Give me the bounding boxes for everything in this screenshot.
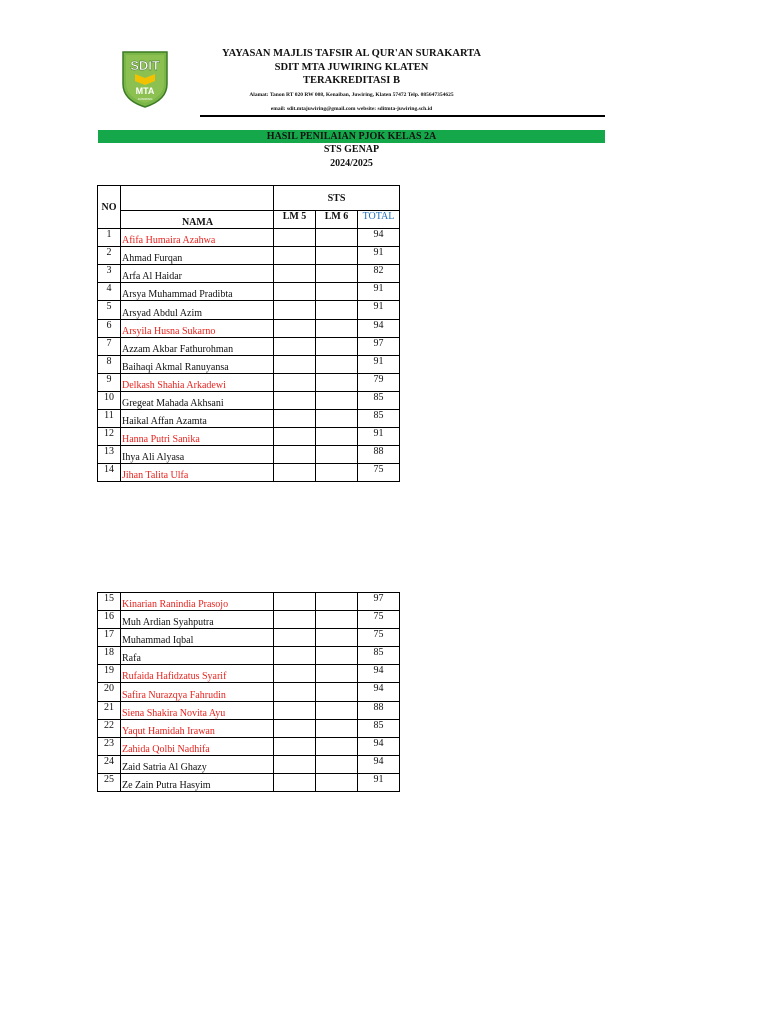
- col-lm6-header: LM 6: [316, 211, 358, 229]
- student-name: Siena Shakira Novita Ayu: [121, 701, 274, 719]
- total-score: 94: [358, 229, 400, 247]
- foundation-name: YAYASAN MAJLIS TAFSIR AL QUR'AN SURAKARTA: [222, 48, 481, 59]
- school-name: SDIT MTA JUWIRING KLATEN: [274, 62, 429, 73]
- student-number: 17: [98, 629, 121, 647]
- col-lm5-header: LM 5: [274, 211, 316, 229]
- logo-top-text: SDIT: [130, 58, 160, 73]
- col-name-header: NAMA: [121, 211, 274, 229]
- lm6-score: [316, 665, 358, 683]
- lm5-score: [274, 701, 316, 719]
- table-row: [98, 665, 400, 683]
- lm5-score: [274, 665, 316, 683]
- table-header-row-1: [98, 186, 400, 211]
- student-name: Rafa: [121, 647, 274, 665]
- student-name: Zaid Satria Al Ghazy: [121, 755, 274, 773]
- student-number: 21: [98, 701, 121, 719]
- lm5-score: [274, 647, 316, 665]
- student-number: 20: [98, 683, 121, 701]
- student-name: Ahmad Furqan: [121, 247, 274, 265]
- student-number: 15: [98, 593, 121, 611]
- table-row: [98, 611, 400, 629]
- student-number: 11: [98, 410, 121, 428]
- lm5-score: [274, 464, 316, 482]
- total-score: 85: [358, 647, 400, 665]
- total-score: 91: [358, 773, 400, 791]
- total-score: 75: [358, 629, 400, 647]
- table-row: [98, 247, 400, 265]
- lm5-score: [274, 283, 316, 301]
- total-score: 85: [358, 410, 400, 428]
- student-name: Yaqut Hamidah Irawan: [121, 719, 274, 737]
- student-number: 14: [98, 464, 121, 482]
- lm5-score: [274, 229, 316, 247]
- table-row: [98, 410, 400, 428]
- student-number: 13: [98, 446, 121, 464]
- lm6-score: [316, 683, 358, 701]
- table-row: [98, 446, 400, 464]
- lm5-score: [274, 611, 316, 629]
- student-name: Safira Nurazqya Fahrudin: [121, 683, 274, 701]
- lm6-score: [316, 410, 358, 428]
- student-number: 12: [98, 428, 121, 446]
- student-name: Rufaida Hafidzatus Syarif: [121, 665, 274, 683]
- lm6-score: [316, 337, 358, 355]
- total-score: 94: [358, 737, 400, 755]
- table-header-row-2: [98, 211, 400, 229]
- table-row: [98, 283, 400, 301]
- table-row: [98, 773, 400, 791]
- lm6-score: [316, 301, 358, 319]
- lm5-score: [274, 755, 316, 773]
- logo-bottom-text: MTA: [135, 86, 155, 96]
- lm6-score: [316, 428, 358, 446]
- student-number: 10: [98, 391, 121, 409]
- lm6-score: [316, 229, 358, 247]
- lm5-score: [274, 355, 316, 373]
- lm6-score: [316, 629, 358, 647]
- total-score: 94: [358, 665, 400, 683]
- lm5-score: [274, 391, 316, 409]
- header-divider: [200, 115, 605, 117]
- table-row: [98, 464, 400, 482]
- student-name: Arsyila Husna Sukarno: [121, 319, 274, 337]
- total-score: 97: [358, 337, 400, 355]
- grades-table-2: [97, 592, 400, 792]
- student-name: Haikal Affan Azamta: [121, 410, 274, 428]
- student-number: 7: [98, 337, 121, 355]
- lm6-score: [316, 647, 358, 665]
- lm6-score: [316, 446, 358, 464]
- table-row: [98, 593, 400, 611]
- table-row: [98, 373, 400, 391]
- lm6-score: [316, 373, 358, 391]
- table-row: [98, 319, 400, 337]
- student-name: Arsyad Abdul Azim: [121, 301, 274, 319]
- table-row: [98, 301, 400, 319]
- total-score: 94: [358, 319, 400, 337]
- table-row: [98, 229, 400, 247]
- total-score: 82: [358, 265, 400, 283]
- lm5-score: [274, 373, 316, 391]
- col-sts-header: STS: [274, 186, 400, 211]
- table-row: [98, 719, 400, 737]
- student-name: Arfa Al Haidar: [121, 265, 274, 283]
- lm6-score: [316, 719, 358, 737]
- student-number: 19: [98, 665, 121, 683]
- lm6-score: [316, 283, 358, 301]
- col-total-header: TOTAL: [358, 211, 400, 229]
- total-score: 85: [358, 391, 400, 409]
- total-score: 94: [358, 755, 400, 773]
- lm6-score: [316, 755, 358, 773]
- accreditation: TERAKREDITASI B: [303, 75, 400, 86]
- lm5-score: [274, 265, 316, 283]
- lm5-score: [274, 410, 316, 428]
- student-name: Jihan Talita Ulfa: [121, 464, 274, 482]
- name-header-spacer: [121, 186, 274, 211]
- total-score: 79: [358, 373, 400, 391]
- student-number: 25: [98, 773, 121, 791]
- lm6-score: [316, 773, 358, 791]
- student-number: 4: [98, 283, 121, 301]
- table-row: [98, 629, 400, 647]
- student-name: Gregeat Mahada Akhsani: [121, 391, 274, 409]
- student-name: Muhammad Iqbal: [121, 629, 274, 647]
- student-name: Delkash Shahia Arkadewi: [121, 373, 274, 391]
- report-title: HASIL PENILAIAN PJOK KELAS 2A: [266, 131, 437, 142]
- student-number: 18: [98, 647, 121, 665]
- lm5-score: [274, 773, 316, 791]
- total-score: 91: [358, 247, 400, 265]
- lm6-score: [316, 701, 358, 719]
- lm5-score: [274, 593, 316, 611]
- lm5-score: [274, 301, 316, 319]
- total-score: 94: [358, 683, 400, 701]
- student-name: Afifa Humaira Azahwa: [121, 229, 274, 247]
- student-name: Hanna Putri Sanika: [121, 428, 274, 446]
- lm5-score: [274, 719, 316, 737]
- lm6-score: [316, 611, 358, 629]
- lm5-score: [274, 737, 316, 755]
- col-no-header: NO: [98, 186, 121, 229]
- table-row: [98, 428, 400, 446]
- lm5-score: [274, 683, 316, 701]
- lm6-score: [316, 391, 358, 409]
- student-number: 23: [98, 737, 121, 755]
- table-row: [98, 683, 400, 701]
- table-row: [98, 701, 400, 719]
- report-subtitle: STS GENAP: [323, 144, 380, 155]
- total-score: 85: [358, 719, 400, 737]
- table-row: [98, 355, 400, 373]
- student-name: Muh Ardian Syahputra: [121, 611, 274, 629]
- lm6-score: [316, 593, 358, 611]
- student-number: 16: [98, 611, 121, 629]
- table-row: [98, 737, 400, 755]
- table-row: [98, 337, 400, 355]
- student-name: Baihaqi Akmal Ranuyansa: [121, 355, 274, 373]
- lm6-score: [316, 319, 358, 337]
- lm5-score: [274, 428, 316, 446]
- table-row: [98, 265, 400, 283]
- lm5-score: [274, 319, 316, 337]
- student-name: Kinarian Ranindia Prasojo: [121, 593, 274, 611]
- total-score: 91: [358, 283, 400, 301]
- student-number: 24: [98, 755, 121, 773]
- school-logo: [121, 50, 169, 108]
- lm5-score: [274, 337, 316, 355]
- lm5-score: [274, 629, 316, 647]
- school-address: Alamat: Tanon RT 020 RW 008, Kenaiban, Juwiring, Klaten 57472 Telp. 085647354625: [249, 92, 454, 98]
- table-row: [98, 391, 400, 409]
- student-name: Zahida Qolbi Nadhifa: [121, 737, 274, 755]
- student-name: Ze Zain Putra Hasyim: [121, 773, 274, 791]
- student-name: Arsya Muhammad Pradibta: [121, 283, 274, 301]
- school-contact: email: sdit.mtajuwiring@gmail.com website: sditmta-juwiring.sch.id: [270, 106, 433, 112]
- student-number: 22: [98, 719, 121, 737]
- student-number: 8: [98, 355, 121, 373]
- grades-table-1: [97, 185, 400, 482]
- lm6-score: [316, 737, 358, 755]
- report-year: 2024/2025: [330, 158, 373, 169]
- lm5-score: [274, 446, 316, 464]
- student-number: 3: [98, 265, 121, 283]
- student-name: Azzam Akbar Fathurohman: [121, 337, 274, 355]
- logo-small-text: JUWIRING: [137, 97, 153, 101]
- student-number: 9: [98, 373, 121, 391]
- student-name: Ihya Ali Alyasa: [121, 446, 274, 464]
- student-number: 5: [98, 301, 121, 319]
- total-score: 75: [358, 464, 400, 482]
- total-score: 75: [358, 611, 400, 629]
- student-number: 1: [98, 229, 121, 247]
- total-score: 91: [358, 428, 400, 446]
- total-score: 88: [358, 446, 400, 464]
- lm6-score: [316, 247, 358, 265]
- total-score: 97: [358, 593, 400, 611]
- lm5-score: [274, 247, 316, 265]
- table-row: [98, 755, 400, 773]
- student-number: 6: [98, 319, 121, 337]
- lm6-score: [316, 265, 358, 283]
- lm6-score: [316, 464, 358, 482]
- total-score: 91: [358, 355, 400, 373]
- table-row: [98, 647, 400, 665]
- student-number: 2: [98, 247, 121, 265]
- total-score: 91: [358, 301, 400, 319]
- total-score: 88: [358, 701, 400, 719]
- lm6-score: [316, 355, 358, 373]
